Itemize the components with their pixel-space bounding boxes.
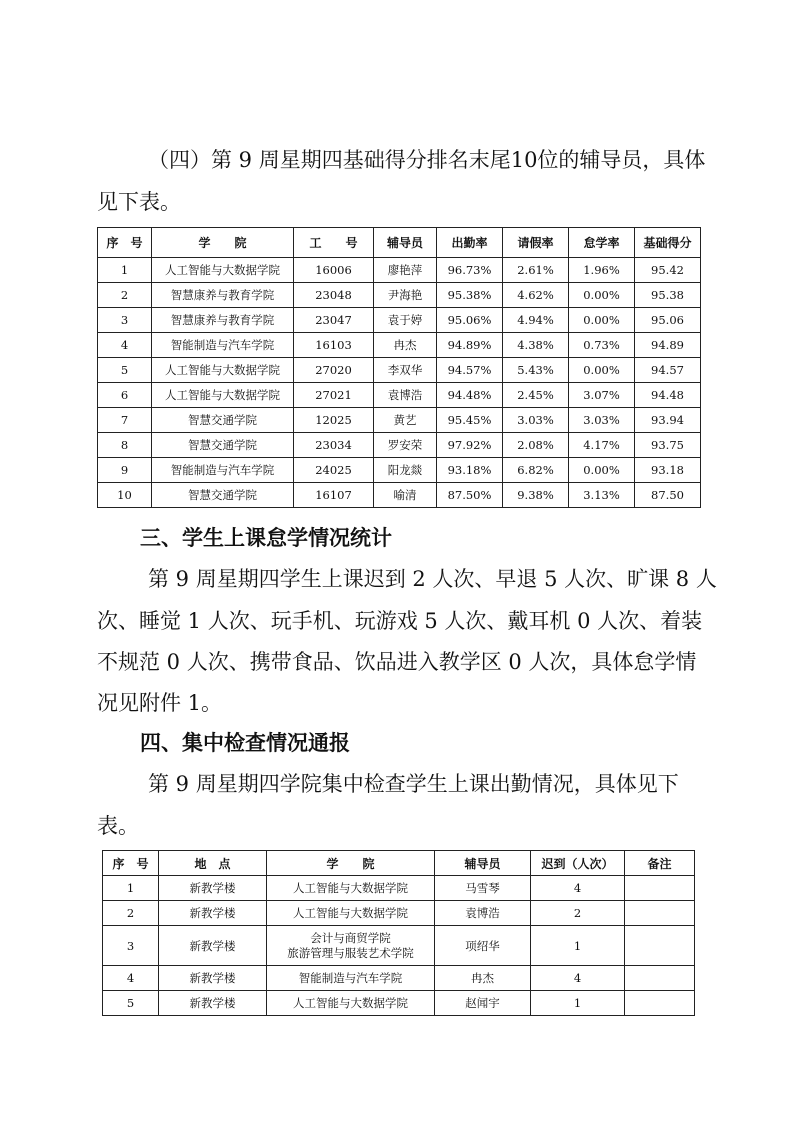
cell-counselor: 冉杰 — [374, 333, 437, 358]
table-row — [103, 966, 695, 991]
cell-late-count: 4 — [531, 966, 625, 991]
cell-note — [625, 901, 695, 926]
section-3-line-2: 次、睡觉 1 人次、玩手机、玩游戏 5 人次、戴耳机 0 人次、着装 — [97, 609, 703, 633]
cell-staff-id: 27021 — [294, 383, 374, 408]
table-row — [98, 308, 701, 333]
table-row — [98, 283, 701, 308]
cell-counselor: 廖艳萍 — [374, 258, 437, 283]
table-row — [98, 358, 701, 383]
college-line: 会计与商贸学院 — [310, 930, 391, 945]
column-header: 请假率 — [503, 228, 569, 258]
cell-college: 人工智能与大数据学院 — [152, 258, 294, 283]
cell-college — [267, 926, 435, 966]
cell-counselor: 项绍华 — [435, 926, 531, 966]
cell-attendance-rate: 93.18% — [437, 458, 503, 483]
section-3-line-4: 况见附件 1。 — [97, 691, 223, 715]
cell-slack-rate: 3.03% — [569, 408, 635, 433]
cell-no: 5 — [103, 991, 159, 1016]
cell-no: 2 — [98, 283, 152, 308]
section-4-line-1: 第 9 周星期四学院集中检查学生上课出勤情况，具体见下 — [148, 772, 679, 796]
cell-no: 1 — [98, 258, 152, 283]
cell-counselor: 袁博浩 — [435, 901, 531, 926]
cell-staff-id: 23048 — [294, 283, 374, 308]
table-header-row — [98, 228, 701, 258]
inspection-table — [102, 850, 695, 1016]
cell-leave-rate: 2.45% — [503, 383, 569, 408]
cell-base-score: 93.94 — [635, 408, 701, 433]
cell-slack-rate: 4.17% — [569, 433, 635, 458]
cell-counselor: 尹海艳 — [374, 283, 437, 308]
cell-base-score: 95.06 — [635, 308, 701, 333]
cell-no: 3 — [103, 926, 159, 966]
table-header-row — [103, 851, 695, 876]
column-header: 学 院 — [267, 851, 435, 876]
cell-no: 2 — [103, 901, 159, 926]
cell-attendance-rate: 95.38% — [437, 283, 503, 308]
table-row — [98, 408, 701, 433]
cell-attendance-rate: 94.57% — [437, 358, 503, 383]
cell-counselor: 李双华 — [374, 358, 437, 383]
college-line: 旅游管理与服装艺术学院 — [287, 945, 414, 960]
cell-counselor: 马雪琴 — [435, 876, 531, 901]
cell-slack-rate: 0.00% — [569, 283, 635, 308]
cell-no: 8 — [98, 433, 152, 458]
cell-note — [625, 966, 695, 991]
cell-no: 3 — [98, 308, 152, 333]
cell-college: 智慧交通学院 — [152, 408, 294, 433]
column-header: 辅导员 — [374, 228, 437, 258]
cell-slack-rate: 0.00% — [569, 458, 635, 483]
cell-leave-rate: 2.61% — [503, 258, 569, 283]
section-4-line-2: 表。 — [97, 814, 139, 838]
table-row — [98, 483, 701, 508]
cell-slack-rate: 0.00% — [569, 308, 635, 333]
cell-college: 人工智能与大数据学院 — [267, 991, 435, 1016]
cell-no: 4 — [103, 966, 159, 991]
cell-attendance-rate: 94.48% — [437, 383, 503, 408]
table-row — [103, 926, 695, 966]
cell-leave-rate: 9.38% — [503, 483, 569, 508]
cell-base-score: 95.38 — [635, 283, 701, 308]
cell-attendance-rate: 87.50% — [437, 483, 503, 508]
section-3-line-3: 不规范 0 人次、携带食品、饮品进入教学区 0 人次，具体怠学情 — [97, 650, 697, 674]
cell-leave-rate: 2.08% — [503, 433, 569, 458]
cell-base-score: 93.75 — [635, 433, 701, 458]
cell-counselor: 阳龙燚 — [374, 458, 437, 483]
cell-slack-rate: 0.00% — [569, 358, 635, 383]
cell-attendance-rate: 95.45% — [437, 408, 503, 433]
cell-note — [625, 926, 695, 966]
cell-college: 智慧交通学院 — [152, 483, 294, 508]
cell-staff-id: 16103 — [294, 333, 374, 358]
cell-no: 7 — [98, 408, 152, 433]
section-3-line-1: 第 9 周星期四学生上课迟到 2 人次、早退 5 人次、旷课 8 人 — [148, 567, 717, 591]
table-row — [98, 433, 701, 458]
cell-base-score: 93.18 — [635, 458, 701, 483]
cell-base-score: 87.50 — [635, 483, 701, 508]
column-header: 出勤率 — [437, 228, 503, 258]
cell-college: 人工智能与大数据学院 — [267, 876, 435, 901]
cell-no: 1 — [103, 876, 159, 901]
cell-staff-id: 23034 — [294, 433, 374, 458]
cell-college: 人工智能与大数据学院 — [152, 358, 294, 383]
cell-no: 9 — [98, 458, 152, 483]
cell-place: 新教学楼 — [159, 966, 267, 991]
counselor-score-table — [97, 227, 701, 508]
cell-no: 6 — [98, 383, 152, 408]
table-row — [98, 458, 701, 483]
column-header: 序 号 — [98, 228, 152, 258]
column-header: 学 院 — [152, 228, 294, 258]
cell-base-score: 94.89 — [635, 333, 701, 358]
column-header: 基础得分 — [635, 228, 701, 258]
column-header: 辅导员 — [435, 851, 531, 876]
cell-place: 新教学楼 — [159, 991, 267, 1016]
cell-counselor: 喻清 — [374, 483, 437, 508]
column-header: 序 号 — [103, 851, 159, 876]
cell-staff-id: 12025 — [294, 408, 374, 433]
cell-base-score: 95.42 — [635, 258, 701, 283]
column-header: 地 点 — [159, 851, 267, 876]
cell-staff-id: 24025 — [294, 458, 374, 483]
cell-slack-rate: 0.73% — [569, 333, 635, 358]
cell-place: 新教学楼 — [159, 901, 267, 926]
table-row — [98, 383, 701, 408]
table-row — [103, 991, 695, 1016]
cell-no: 4 — [98, 333, 152, 358]
cell-slack-rate: 3.13% — [569, 483, 635, 508]
section-3-heading: 三、学生上课怠学情况统计 — [140, 526, 392, 550]
cell-attendance-rate: 97.92% — [437, 433, 503, 458]
cell-place: 新教学楼 — [159, 926, 267, 966]
cell-staff-id: 16006 — [294, 258, 374, 283]
cell-counselor: 冉杰 — [435, 966, 531, 991]
table-row — [98, 333, 701, 358]
cell-base-score: 94.57 — [635, 358, 701, 383]
cell-counselor: 袁博浩 — [374, 383, 437, 408]
cell-slack-rate: 3.07% — [569, 383, 635, 408]
cell-staff-id: 27020 — [294, 358, 374, 383]
cell-staff-id: 23047 — [294, 308, 374, 333]
cell-leave-rate: 6.82% — [503, 458, 569, 483]
cell-college: 人工智能与大数据学院 — [152, 383, 294, 408]
cell-no: 5 — [98, 358, 152, 383]
column-header: 工 号 — [294, 228, 374, 258]
cell-no: 10 — [98, 483, 152, 508]
cell-staff-id: 16107 — [294, 483, 374, 508]
cell-note — [625, 991, 695, 1016]
cell-college: 智能制造与汽车学院 — [152, 458, 294, 483]
table-row — [98, 258, 701, 283]
cell-attendance-rate: 96.73% — [437, 258, 503, 283]
column-header: 怠学率 — [569, 228, 635, 258]
cell-counselor: 黄艺 — [374, 408, 437, 433]
intro-line-1: （四）第 9 周星期四基础得分排名末尾10位的辅导员，具体 — [148, 148, 706, 172]
cell-counselor: 赵闻宇 — [435, 991, 531, 1016]
cell-base-score: 94.48 — [635, 383, 701, 408]
cell-college: 智慧交通学院 — [152, 433, 294, 458]
cell-place: 新教学楼 — [159, 876, 267, 901]
table-row — [103, 876, 695, 901]
cell-college: 智慧康养与教育学院 — [152, 308, 294, 333]
cell-late-count: 4 — [531, 876, 625, 901]
cell-college: 智慧康养与教育学院 — [152, 283, 294, 308]
cell-college: 人工智能与大数据学院 — [267, 901, 435, 926]
intro-line-2: 见下表。 — [97, 190, 181, 214]
cell-late-count: 2 — [531, 901, 625, 926]
cell-slack-rate: 1.96% — [569, 258, 635, 283]
cell-counselor: 罗安荣 — [374, 433, 437, 458]
cell-leave-rate: 4.94% — [503, 308, 569, 333]
cell-leave-rate: 4.38% — [503, 333, 569, 358]
cell-college: 智能制造与汽车学院 — [267, 966, 435, 991]
cell-note — [625, 876, 695, 901]
cell-attendance-rate: 94.89% — [437, 333, 503, 358]
cell-college: 智能制造与汽车学院 — [152, 333, 294, 358]
cell-counselor: 袁于婷 — [374, 308, 437, 333]
cell-leave-rate: 5.43% — [503, 358, 569, 383]
cell-late-count: 1 — [531, 926, 625, 966]
cell-leave-rate: 4.62% — [503, 283, 569, 308]
section-4-heading: 四、集中检查情况通报 — [140, 731, 350, 755]
cell-leave-rate: 3.03% — [503, 408, 569, 433]
cell-attendance-rate: 95.06% — [437, 308, 503, 333]
table-row — [103, 901, 695, 926]
column-header: 备注 — [625, 851, 695, 876]
cell-late-count: 1 — [531, 991, 625, 1016]
column-header: 迟到（人次） — [531, 851, 625, 876]
